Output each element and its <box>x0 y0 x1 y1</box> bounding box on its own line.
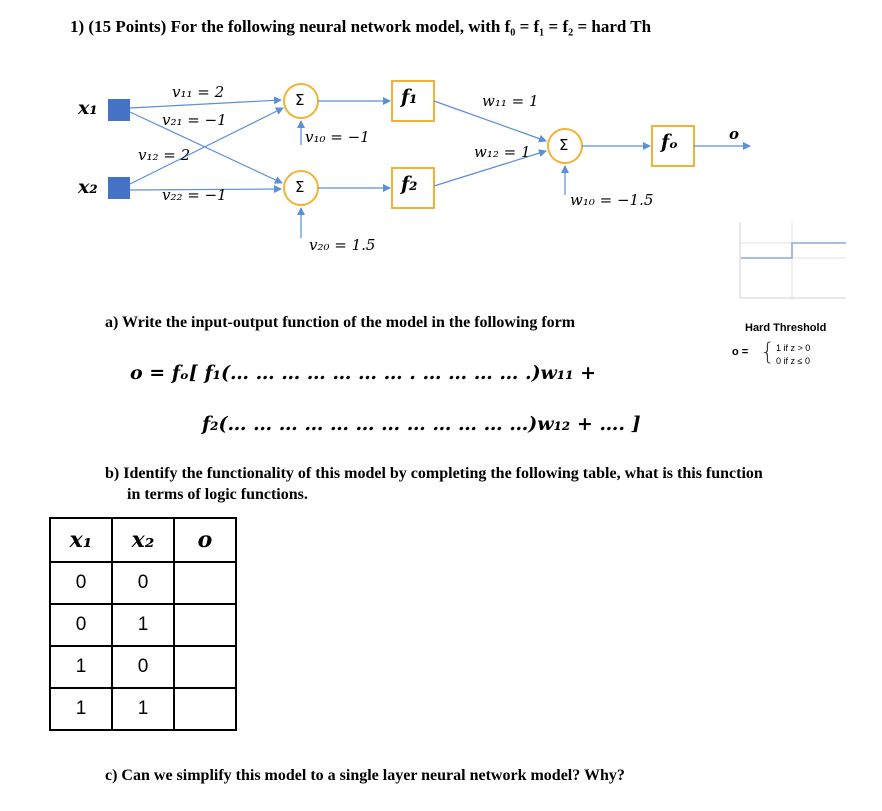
weight-label-v12: v₁₂ = 2 <box>138 146 191 164</box>
weight-label-v11: v₁₁ = 2 <box>172 83 225 101</box>
input-node-x2 <box>108 177 130 199</box>
hard-threshold-label: Hard Threshold <box>745 322 827 334</box>
sum-symbol-2: Σ <box>295 178 305 196</box>
cell-x1: 0 <box>50 562 112 604</box>
formula-line-1: o = fₒ[ f₁(… … … … … … … . … … … … .)w₁₁ + <box>130 362 597 384</box>
header-x2: x₂ <box>112 518 174 562</box>
header-x1: x₁ <box>50 518 112 562</box>
cell-x2: 0 <box>112 646 174 688</box>
question-b-line-2: in terms of logic functions. <box>127 486 308 503</box>
hard-threshold-o-eq: o = <box>732 346 749 358</box>
header-o: o <box>174 518 236 562</box>
cell-x1: 0 <box>50 604 112 646</box>
cell-o[interactable] <box>174 688 236 730</box>
cell-o[interactable] <box>174 604 236 646</box>
weight-label-w11: w₁₁ = 1 <box>482 92 539 110</box>
question-a: a) Write the input-output function of the model in the following form <box>105 314 576 331</box>
question-b-line-1: b) Identify the functionality of this model by completing the following table, what is this function <box>105 465 763 482</box>
cell-o[interactable] <box>174 562 236 604</box>
hard-threshold-case-2: 0 if z ≤ 0 <box>776 356 810 366</box>
hard-threshold-brace: { <box>760 338 776 366</box>
cell-x1: 1 <box>50 646 112 688</box>
edge-x1-h1 <box>130 100 281 108</box>
cell-o[interactable] <box>174 646 236 688</box>
question-c: c) Can we simplify this model to a single layer neural network model? Why? <box>105 767 625 784</box>
truth-table <box>49 517 237 731</box>
table-row <box>50 604 236 646</box>
output-label: o <box>729 125 740 143</box>
input-label-x1: x₁ <box>78 97 98 119</box>
hard-threshold-case-1: 1 if z > 0 <box>776 343 811 353</box>
table-row <box>50 646 236 688</box>
table-row <box>50 688 236 730</box>
input-label-x2: x₂ <box>78 176 98 198</box>
cell-x2: 1 <box>112 688 174 730</box>
weight-label-w12: w₁₂ = 1 <box>474 143 531 161</box>
bias-label-w10: w₁₀ = −1.5 <box>570 191 654 209</box>
cell-x2: 0 <box>112 562 174 604</box>
weight-label-v21: v₂₁ = −1 <box>162 111 227 129</box>
cell-x2: 1 <box>112 604 174 646</box>
weight-label-v22: v₂₂ = −1 <box>162 186 227 204</box>
activation-f2-label: f₂ <box>401 173 418 195</box>
hard-threshold-plot <box>740 222 846 298</box>
bias-label-v10: v₁₀ = −1 <box>305 128 370 146</box>
cell-x1: 1 <box>50 688 112 730</box>
table-row <box>50 562 236 604</box>
problem-title: 1) (15 Points) For the following neural network model, with f₀ = f₁ = f₂ = hard Th <box>70 17 652 36</box>
network-diagram <box>0 0 882 320</box>
sum-symbol-out: Σ <box>559 136 569 154</box>
activation-fo-label: fₒ <box>661 131 679 153</box>
threshold-step-line <box>741 243 846 258</box>
truth-table-header <box>50 518 236 562</box>
activation-f1-label: f₁ <box>401 86 418 108</box>
sum-symbol-1: Σ <box>295 91 305 109</box>
formula-line-2: f₂(… … … … … … … … … … … …)w₁₂ + …. ] <box>202 413 641 435</box>
bias-label-v20: v₂₀ = 1.5 <box>309 236 376 254</box>
input-node-x1 <box>108 99 130 121</box>
